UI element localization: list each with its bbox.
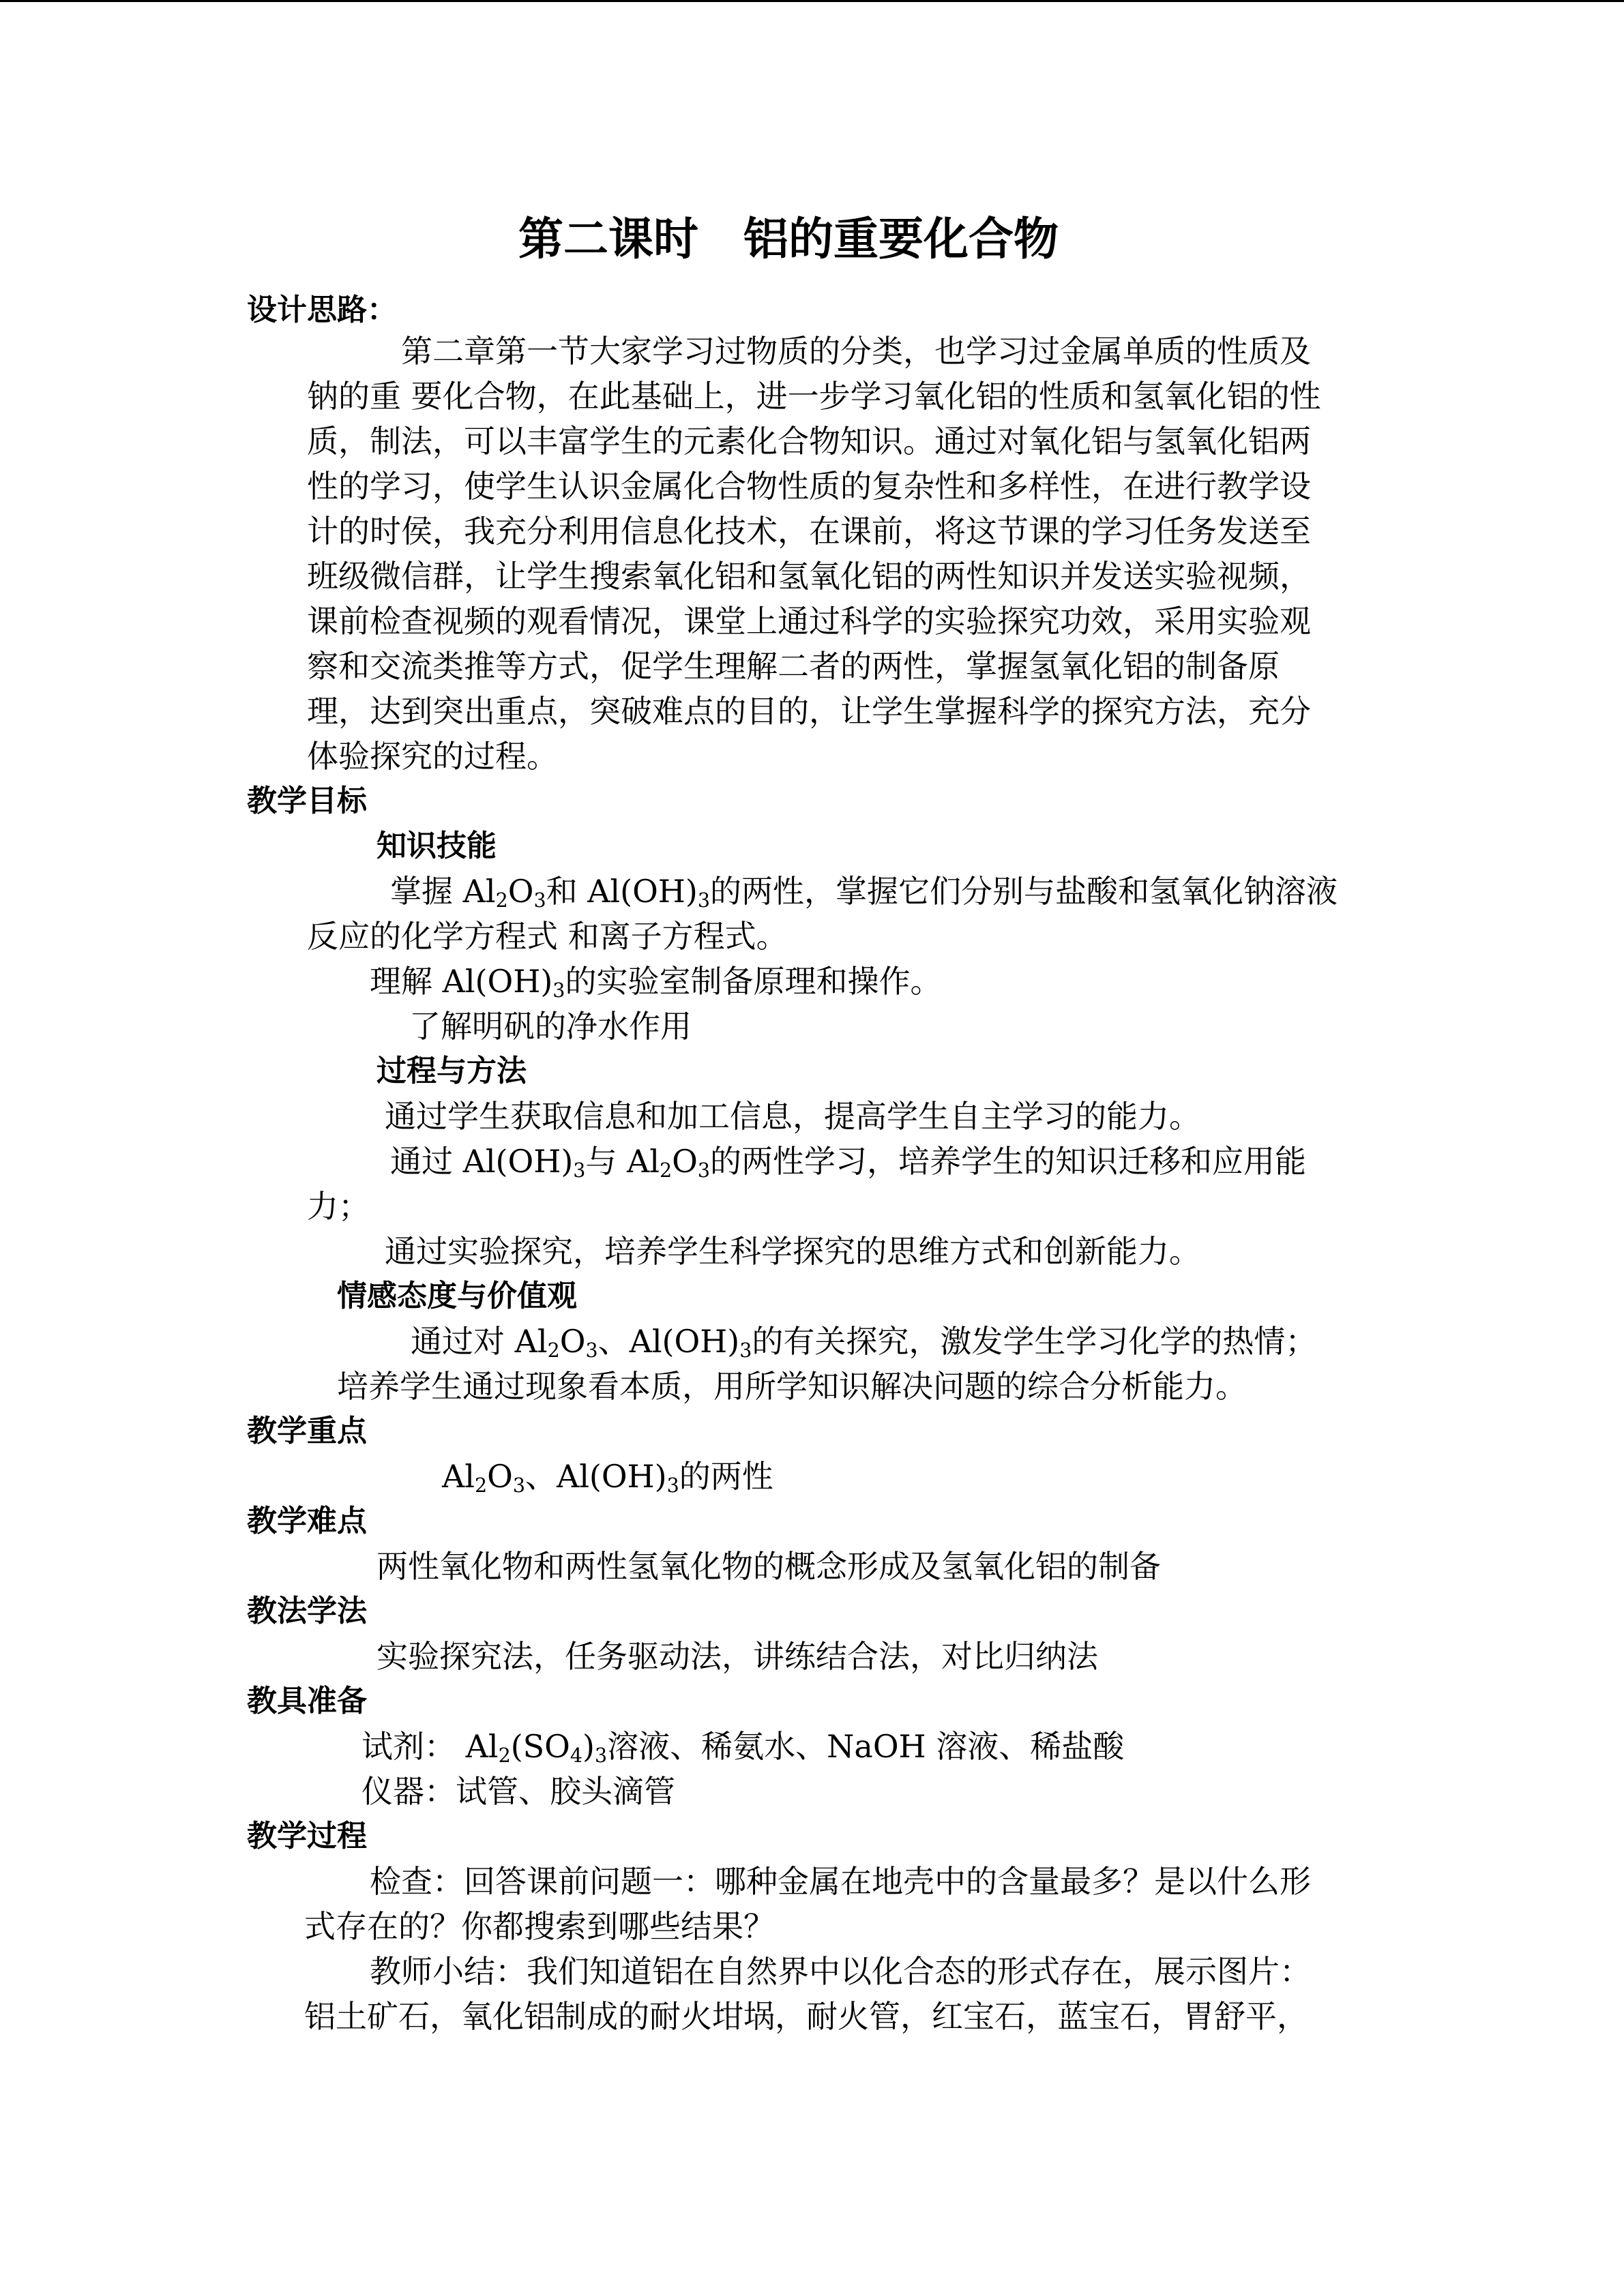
- knowledge-line-2: 反应的化学方程式 和离子方程式。: [307, 918, 788, 955]
- design-line: 钠的重 要化合物，在此基础上，进一步学习氧化铝的性质和氢氧化铝的性: [307, 378, 1321, 415]
- procedure-heading: 教学过程: [247, 1819, 367, 1853]
- objectives-heading: 教学目标: [247, 784, 367, 818]
- tools-heading: 教具准备: [247, 1684, 367, 1718]
- design-line: 第二章第一节大家学习过物质的分类，也学习过金属单质的性质及: [401, 333, 1311, 370]
- knowledge-line-3: 理解 $Al(OH)_3$的实验室制备原理和操作。: [370, 963, 942, 1002]
- process-line-3: 力；: [307, 1188, 370, 1225]
- process-line-1: 通过学生获取信息和加工信息，提高学生自主学习的能力。: [385, 1098, 1200, 1135]
- design-heading: 设计思路：: [247, 293, 397, 327]
- difficulty-heading: 教学难点: [247, 1504, 367, 1538]
- knowledge-heading: 知识技能: [377, 829, 497, 863]
- knowledge-line-4: 了解明矾的净水作用: [409, 1008, 692, 1045]
- emotion-heading: 情感态度与价值观: [337, 1279, 577, 1313]
- design-line: 性的学习，使学生认识金属化合物性质的复杂性和多样性，在进行教学设: [307, 468, 1311, 505]
- design-line: 察和交流类推等方式，促学生理解二者的两性，掌握氢氧化铝的制备原: [307, 648, 1280, 685]
- emotion-line-1: 通过对 $Al_2O_3$、$Al(OH)_3$的有关探究，激发学生学习化学的热情；: [411, 1323, 1317, 1362]
- top-border-line: [0, 0, 1624, 2]
- reagent-line: 试剂： $Al_2(SO_4)_3$溶液、稀氨水、NaOH 溶液、稀盐酸: [361, 1728, 1125, 1768]
- design-line: 理，达到突出重点，突破难点的目的，让学生掌握科学的探究方法，充分: [307, 693, 1311, 730]
- knowledge-line-1: 掌握 $Al_2O_3$和 $Al(OH)_3$的两性，掌握它们分别与盐酸和氢氧化钠溶液: [390, 873, 1338, 912]
- design-line: 体验探究的过程。: [307, 738, 558, 775]
- difficulty-text: 两性氧化物和两性氢氧化物的概念形成及氢氧化铝的制备: [377, 1548, 1161, 1585]
- process-heading: 过程与方法: [377, 1054, 527, 1088]
- methods-heading: 教法学法: [247, 1594, 367, 1628]
- design-line: 班级微信群，让学生搜索氧化铝和氢氧化铝的两性知识并发送实验视频，: [307, 558, 1311, 595]
- methods-text: 实验探究法，任务驱动法，讲练结合法，对比归纳法: [377, 1638, 1098, 1675]
- design-line: 计的时侯，我充分利用信息化技术，在课前，将这节课的学习任务发送至: [307, 513, 1311, 550]
- procedure-line-3: 教师小结：我们知道铝在自然界中以化合态的形式存在，展示图片：: [370, 1953, 1311, 1990]
- emotion-line-2: 培养学生通过现象看本质，用所学知识解决问题的综合分析能力。: [337, 1368, 1247, 1405]
- key-point-text: $Al_2O_3$、$Al(OH)_3$的两性: [442, 1458, 773, 1497]
- design-line: 质，制法，可以丰富学生的元素化合物知识。通过对氧化铝与氢氧化铝两: [307, 423, 1311, 460]
- procedure-line-2: 式存在的？你都搜索到哪些结果？: [304, 1908, 775, 1945]
- procedure-line-4: 铝土矿石，氧化铝制成的耐火坩埚，耐火管，红宝石，蓝宝石，胃舒平，: [304, 1998, 1308, 2035]
- procedure-line-1: 检查：回答课前问题一：哪种金属在地壳中的含量最多？是以什么形: [370, 1863, 1311, 1900]
- page-title: 第二课时 铝的重要化合物: [518, 213, 1059, 265]
- instrument-line: 仪器：试管、胶头滴管: [361, 1773, 675, 1810]
- process-line-2: 通过 $Al(OH)_3$与 $Al_2O_3$的两性学习，培养学生的知识迁移和应用能: [390, 1143, 1307, 1182]
- design-line: 课前检查视频的观看情况，课堂上通过科学的实验探究功效，采用实验观: [307, 603, 1311, 640]
- key-point-heading: 教学重点: [247, 1414, 367, 1448]
- process-line-4: 通过实验探究，培养学生科学探究的思维方式和创新能力。: [385, 1233, 1200, 1270]
